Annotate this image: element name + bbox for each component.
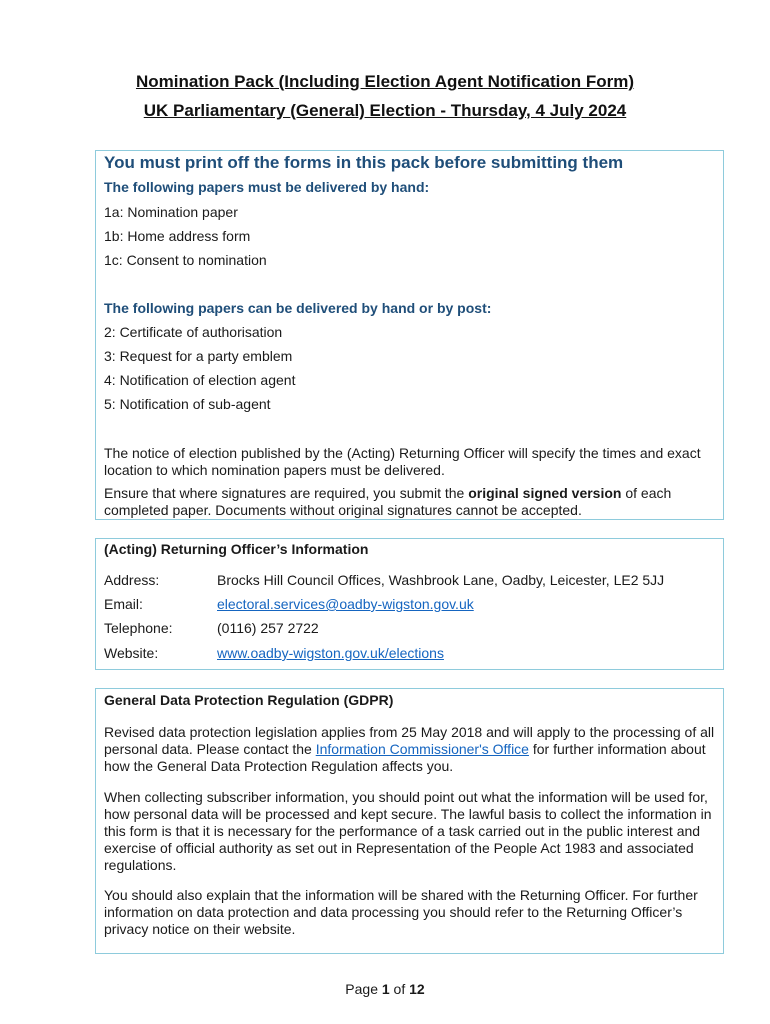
website-label: Website: [104, 645, 159, 661]
list-item: 4: Notification of election agent [104, 372, 296, 388]
list-item: 2: Certificate of authorisation [104, 324, 283, 340]
list-item: 5: Notification of sub-agent [104, 396, 271, 412]
list-item: 1a: Nomination paper [104, 204, 238, 220]
signature-emphasis: original signed version [468, 485, 622, 501]
page-number: Page 1 of 12 [345, 981, 425, 997]
document-title: Nomination Pack (Including Election Agent Notification Form) [135, 72, 635, 91]
hand-or-post-heading: The following papers can be delivered by hand or by post: [104, 300, 492, 316]
officer-info-box [95, 538, 724, 670]
gdpr-box [95, 688, 724, 954]
telephone-label: Telephone: [104, 620, 173, 636]
notice-paragraph: The notice of election published by the (Acting) Returning Officer will specify the times and exact location to which nomination papers must be delivered. [104, 445, 701, 478]
ico-link[interactable]: Information Commissioner's Office [315, 741, 529, 757]
print-forms-heading: You must print off the forms in this pack before submitting them [104, 153, 624, 172]
document-subtitle: UK Parliamentary (General) Election - Thursday, 4 July 2024 [143, 101, 627, 120]
officer-info-heading: (Acting) Returning Officer’s Information [104, 541, 369, 557]
signature-paragraph: Ensure that where signatures are required, you submit the original signed version of each completed paper. Documents without original signatures cannot be accepted. [104, 485, 672, 518]
gdpr-paragraph-1: Revised data protection legislation applies from 25 May 2018 and will apply to the processing of all personal data. Please contact the Information Commissioner's Office for further information about how the General Data Protection Regulation affects you. [104, 724, 715, 774]
list-item: 1b: Home address form [104, 228, 251, 244]
email-label: Email: [104, 596, 143, 612]
list-item: 3: Request for a party emblem [104, 348, 293, 364]
email-link[interactable]: electoral.services@oadby-wigston.gov.uk [217, 596, 474, 612]
by-hand-heading: The following papers must be delivered by hand: [104, 179, 430, 195]
address-value: Brocks Hill Council Offices, Washbrook Lane, Oadby, Leicester, LE2 5JJ [217, 572, 665, 588]
telephone-value: (0116) 257 2722 [217, 620, 319, 636]
list-item: 1c: Consent to nomination [104, 252, 267, 268]
website-link[interactable]: www.oadby-wigston.gov.uk/elections [217, 645, 444, 661]
gdpr-heading: General Data Protection Regulation (GDPR) [104, 692, 394, 708]
address-label: Address: [104, 572, 160, 588]
gdpr-paragraph-2: When collecting subscriber information, you should point out what the information will be used for, how personal data will be processed and kept secure. The lawful basis to collect the information in this form is that it is necessary for the performance of a task carried out in the public interest and exercise of official authority as set out in Representation of the People Act 1983 and associated regulations. [104, 789, 712, 873]
forms-box [95, 150, 724, 520]
gdpr-paragraph-3: You should also explain that the information will be shared with the Returning Officer. For further information on data protection and data processing you should refer to the Returning Officer’s privacy notice on their website. [104, 887, 698, 937]
